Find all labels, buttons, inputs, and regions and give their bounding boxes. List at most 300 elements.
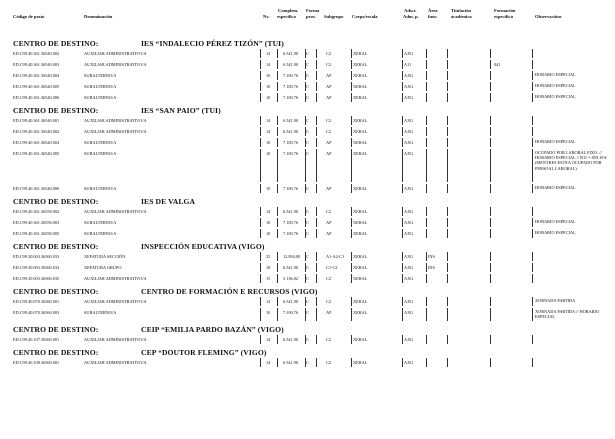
header-observacions: Observacións <box>535 14 562 19</box>
column-divider <box>426 93 427 102</box>
provision-form: C <box>306 118 309 123</box>
column-divider <box>490 149 491 182</box>
observations: HORARIO ESPECIAL <box>535 185 576 190</box>
header-adscricion-2: Adm. p. <box>403 14 419 19</box>
specific-complement: 7.100,76 <box>283 95 299 100</box>
column-divider <box>447 149 448 182</box>
table-row <box>0 126 615 137</box>
column-divider <box>490 116 491 125</box>
column-divider <box>402 149 403 182</box>
column-divider <box>447 60 448 69</box>
destination-name: INSPECCIÓN EDUCATIVA (VIGO) <box>141 242 265 251</box>
column-divider <box>277 335 278 344</box>
position-level: 10 <box>266 84 271 89</box>
corps-scale: XERAL <box>353 62 368 67</box>
specific-complement: 5.136,02 <box>283 276 299 281</box>
header-adscricion-1: Adscr. <box>404 8 417 13</box>
column-divider <box>316 335 317 344</box>
column-divider <box>260 218 261 227</box>
column-divider <box>490 93 491 102</box>
provision-form: C <box>306 62 309 67</box>
provision-form: C <box>306 310 309 315</box>
administration-assignment: AXG <box>404 254 414 259</box>
column-divider <box>426 308 427 321</box>
column-divider <box>260 138 261 147</box>
header-formacion-1: Formación <box>494 8 516 13</box>
column-divider <box>426 184 427 193</box>
administration-assignment: AXG <box>404 84 414 89</box>
table-row <box>0 92 615 103</box>
column-divider <box>351 138 352 147</box>
column-divider <box>532 149 533 182</box>
position-name: AUXILIAR ADMINISTRATIVO/A <box>84 62 147 67</box>
column-divider <box>316 49 317 58</box>
subgroup: AP <box>326 231 332 236</box>
destination-center-heading <box>0 284 615 296</box>
column-divider <box>402 93 403 102</box>
position-level: 14 <box>266 62 271 67</box>
subgroup: A1-A2-C1 <box>326 254 345 259</box>
position-code: ED.C99.40.070.36560.001 <box>13 299 60 304</box>
column-divider <box>351 335 352 344</box>
column-divider <box>490 184 491 193</box>
administration-assignment: AXG <box>404 265 414 270</box>
specific-complement: 7.100,76 <box>283 73 299 78</box>
position-name: SUBALTERNO/A <box>84 310 117 315</box>
column-divider <box>532 116 533 125</box>
header-forma-1: Forma <box>306 8 320 13</box>
column-divider <box>426 127 427 136</box>
column-divider <box>277 116 278 125</box>
header-titulacion-1: Titulación <box>451 8 472 13</box>
column-divider <box>277 60 278 69</box>
column-divider <box>277 308 278 321</box>
column-divider <box>447 82 448 91</box>
column-divider <box>490 127 491 136</box>
column-divider <box>426 82 427 91</box>
functional-area: INS <box>428 254 435 259</box>
position-level: 10 <box>266 140 271 145</box>
column-divider <box>351 308 352 321</box>
subgroup: C2 <box>326 276 332 281</box>
column-divider <box>402 82 403 91</box>
provision-form: C <box>306 129 309 134</box>
column-divider <box>351 358 352 367</box>
table-row <box>0 81 615 92</box>
corps-scale: XERAL <box>353 51 368 56</box>
corps-scale: XERAL <box>353 337 368 342</box>
column-divider <box>490 82 491 91</box>
column-divider <box>402 127 403 136</box>
destination-label: CENTRO DE DESTINO: <box>13 106 99 115</box>
column-divider <box>402 229 403 238</box>
column-divider <box>402 218 403 227</box>
column-divider <box>277 71 278 80</box>
provision-form: C <box>306 220 309 225</box>
position-level: 10 <box>266 310 271 315</box>
column-divider <box>426 218 427 227</box>
table-row <box>0 217 615 228</box>
column-divider <box>532 218 533 227</box>
table-row <box>0 251 615 262</box>
column-divider <box>532 263 533 272</box>
header-formacion-2: específica <box>494 14 513 19</box>
observations: XORNADA PARTIDA <box>535 298 576 303</box>
position-name: SUBALTERNO/A <box>84 84 117 89</box>
position-level: 14 <box>266 299 271 304</box>
administration-assignment: AXG <box>404 310 414 315</box>
provision-form: C <box>306 360 309 365</box>
column-divider <box>351 218 352 227</box>
position-name: XEFATURA GRUPO <box>84 265 122 270</box>
column-divider <box>447 308 448 321</box>
column-divider <box>447 297 448 306</box>
table-row <box>0 334 615 345</box>
column-divider <box>351 49 352 58</box>
corps-scale: XERAL <box>353 84 368 89</box>
corps-scale: XERAL <box>353 151 368 156</box>
column-divider <box>260 358 261 367</box>
column-divider <box>260 127 261 136</box>
column-divider <box>260 149 261 182</box>
position-name: AUXILIAR ADMINISTRATIVO/A <box>84 360 147 365</box>
column-divider <box>351 274 352 283</box>
provision-form: C <box>306 276 309 281</box>
administration-assignment: AXG <box>404 51 414 56</box>
column-divider <box>260 49 261 58</box>
corps-scale: XERAL <box>353 140 368 145</box>
specific-complement: 7.100,76 <box>283 220 299 225</box>
position-code: ED.C99.40.361.36540.002 <box>13 129 60 134</box>
specific-complement: 6.541,90 <box>283 360 299 365</box>
header-nivel: Nv. <box>263 14 270 19</box>
position-name: AUXILIAR ADMINISTRATIVO/A <box>84 299 147 304</box>
destination-label: CENTRO DE DESTINO: <box>13 348 99 357</box>
corps-scale: XERAL <box>353 265 368 270</box>
column-divider <box>277 82 278 91</box>
destination-name: CEIP “EMILIA PARDO BAZÁN” (VIGO) <box>141 325 284 334</box>
specific-complement: 6.541,90 <box>283 265 299 270</box>
position-name: AUXILIAR ADMINISTRATIVO/A <box>84 118 147 123</box>
administration-assignment: A11 <box>404 62 412 67</box>
column-divider <box>260 335 261 344</box>
column-divider <box>447 184 448 193</box>
column-divider <box>532 60 533 69</box>
column-divider <box>447 127 448 136</box>
position-name: SUBALTERNO/A <box>84 95 117 100</box>
position-level: 10 <box>266 220 271 225</box>
table-row <box>0 262 615 273</box>
specific-complement: 7.100,76 <box>283 140 299 145</box>
observations: HORARIO ESPECIAL <box>535 219 576 224</box>
subgroup: AP <box>326 73 332 78</box>
provision-form: C <box>306 209 309 214</box>
header-subgrupo: Subgrupo <box>324 14 344 19</box>
position-code: ED.C99.40.361.36558.003 <box>13 220 60 225</box>
column-divider <box>426 229 427 238</box>
column-divider <box>490 218 491 227</box>
corps-scale: XERAL <box>353 209 368 214</box>
corps-scale: XERAL <box>353 310 368 315</box>
column-divider <box>316 297 317 306</box>
specific-complement: 6.541,90 <box>283 337 299 342</box>
column-divider <box>260 71 261 80</box>
position-code: ED.C99.40.361.36558.005 <box>13 231 60 236</box>
column-divider <box>532 274 533 283</box>
column-divider <box>490 71 491 80</box>
administration-assignment: AXG <box>404 299 414 304</box>
specific-complement: 6.541,90 <box>283 118 299 123</box>
destination-label: CENTRO DE DESTINO: <box>13 242 99 251</box>
column-divider <box>447 358 448 367</box>
table-row <box>0 59 615 70</box>
subgroup: AP <box>326 140 332 145</box>
column-divider <box>316 358 317 367</box>
column-divider <box>316 263 317 272</box>
header-denominacion: Denominación <box>84 14 113 19</box>
column-divider <box>447 93 448 102</box>
administration-assignment: AXG <box>404 73 414 78</box>
position-name: AUXILIAR ADMINISTRATIVO/A <box>84 51 147 56</box>
specific-complement: 7.100,76 <box>283 186 299 191</box>
administration-assignment: AXG <box>404 231 414 236</box>
column-divider <box>316 127 317 136</box>
destination-center-heading <box>0 36 615 48</box>
column-divider <box>532 71 533 80</box>
column-divider <box>490 358 491 367</box>
destination-center-heading <box>0 103 615 115</box>
corps-scale: XERAL <box>353 276 368 281</box>
destination-label: CENTRO DE DESTINO: <box>13 287 99 296</box>
column-divider <box>351 71 352 80</box>
column-divider <box>277 297 278 306</box>
column-divider <box>260 184 261 193</box>
column-divider <box>402 71 403 80</box>
observations: HORARIO ESPECIAL <box>535 83 576 88</box>
header-forma-2: prov. <box>306 14 316 19</box>
administration-assignment: AXG <box>404 220 414 225</box>
position-code: ED.C99.40.107.36560.001 <box>13 337 60 342</box>
column-divider <box>316 82 317 91</box>
provision-form: C <box>306 73 309 78</box>
column-divider <box>402 297 403 306</box>
administration-assignment: AXG <box>404 186 414 191</box>
corps-scale: XERAL <box>353 186 368 191</box>
table-header <box>0 0 615 34</box>
position-code: ED.C99.30.003.36560.033 <box>13 254 60 259</box>
column-divider <box>351 82 352 91</box>
column-divider <box>351 60 352 69</box>
position-name: AUXILIAR ADMINISTRATIVO/A <box>84 129 147 134</box>
position-name: SUBALTERNO/A <box>84 151 117 156</box>
column-divider <box>277 127 278 136</box>
subgroup: C2 <box>326 337 332 342</box>
header-titulacion-2: académica <box>451 14 472 19</box>
column-divider <box>316 60 317 69</box>
column-divider <box>532 229 533 238</box>
column-divider <box>260 207 261 216</box>
subgroup: C2 <box>326 51 332 56</box>
provision-form: C <box>306 186 309 191</box>
destination-center-heading <box>0 345 615 357</box>
observations: HORARIO ESPECIAL <box>535 94 576 99</box>
column-divider <box>316 218 317 227</box>
position-level: 14 <box>266 118 271 123</box>
column-divider <box>532 207 533 216</box>
column-divider <box>351 93 352 102</box>
administration-assignment: AXG <box>404 276 414 281</box>
corps-scale: XERAL <box>353 118 368 123</box>
subgroup: C2 <box>326 209 332 214</box>
subgroup: AP <box>326 220 332 225</box>
provision-form: C <box>306 95 309 100</box>
table-row <box>0 228 615 239</box>
column-divider <box>277 49 278 58</box>
position-level: 10 <box>266 151 271 156</box>
column-divider <box>447 138 448 147</box>
administration-assignment: AXG <box>404 129 414 134</box>
position-code: ED.C99.40.361.36540.006 <box>13 95 60 100</box>
destination-label: CENTRO DE DESTINO: <box>13 325 99 334</box>
column-divider <box>402 116 403 125</box>
position-code: ED.C99.40.361.36540.003 <box>13 62 60 67</box>
table-row <box>0 137 615 148</box>
destination-center-heading <box>0 322 615 334</box>
position-level: 18 <box>266 265 271 270</box>
table-row <box>0 70 615 81</box>
position-name: AUXILIAR ADMINISTRATIVO/A <box>84 337 147 342</box>
column-divider <box>277 263 278 272</box>
position-level: 25 <box>266 254 271 259</box>
column-divider <box>426 116 427 125</box>
header-complemento-2: específico <box>277 14 296 19</box>
column-divider <box>277 218 278 227</box>
column-divider <box>351 149 352 182</box>
position-code: ED.C99.40.361.36558.002 <box>13 209 60 214</box>
specific-complement: 7.100,76 <box>283 84 299 89</box>
column-divider <box>260 263 261 272</box>
table-row <box>0 357 615 368</box>
header-area-1: Área <box>428 8 438 13</box>
column-divider <box>532 252 533 261</box>
column-divider <box>351 127 352 136</box>
position-code: ED.C99.40.361.36540.002 <box>13 51 60 56</box>
administration-assignment: AXG <box>404 209 414 214</box>
column-divider <box>532 297 533 306</box>
subgroup: AP <box>326 95 332 100</box>
column-divider <box>402 184 403 193</box>
position-level: 14 <box>266 51 271 56</box>
position-code: ED.C99.40.361.36540.006 <box>13 186 60 191</box>
header-complemento-1: Complem. <box>278 8 299 13</box>
position-name: SUBALTERNO/A <box>84 140 117 145</box>
column-divider <box>490 274 491 283</box>
column-divider <box>316 207 317 216</box>
column-divider <box>316 308 317 321</box>
column-divider <box>532 184 533 193</box>
positions-table <box>0 36 615 368</box>
column-divider <box>260 274 261 283</box>
column-divider <box>447 207 448 216</box>
column-divider <box>490 229 491 238</box>
position-name: AUXILIAR ADMINISTRATIVO/A <box>84 209 147 214</box>
specific-complement: 7.100,76 <box>283 310 299 315</box>
column-divider <box>532 358 533 367</box>
destination-center-heading <box>0 239 615 251</box>
column-divider <box>351 207 352 216</box>
destination-label: CENTRO DE DESTINO: <box>13 197 99 206</box>
column-divider <box>402 60 403 69</box>
observations: HORARIO ESPECIAL <box>535 139 576 144</box>
position-level: 14 <box>266 337 271 342</box>
column-divider <box>402 274 403 283</box>
position-level: 14 <box>266 129 271 134</box>
provision-form: C <box>306 151 309 156</box>
position-level: 10 <box>266 186 271 191</box>
column-divider <box>260 229 261 238</box>
column-divider <box>426 49 427 58</box>
destination-label: CENTRO DE DESTINO: <box>13 39 99 48</box>
corps-scale: XERAL <box>353 254 368 259</box>
column-divider <box>316 116 317 125</box>
destination-center-heading <box>0 194 615 206</box>
specific-complement: 6.541,90 <box>283 129 299 134</box>
column-divider <box>277 184 278 193</box>
position-name: AUXILIAR ADMINISTRATIVO/A <box>84 276 147 281</box>
column-divider <box>426 60 427 69</box>
specific-complement: 7.100,76 <box>283 231 299 236</box>
administration-assignment: AXG <box>404 337 414 342</box>
column-divider <box>260 308 261 321</box>
functional-area: INS <box>428 265 435 270</box>
column-divider <box>447 49 448 58</box>
subgroup: AP <box>326 84 332 89</box>
column-divider <box>426 274 427 283</box>
observations: OCUPADO POR LABORAL FIXO. // HORARIO ESPECIAL // B11 = 859,18 € (MENTRES ESTEA OCUPADO POR PERSOAL LABORAL). <box>535 150 607 171</box>
corps-scale: XERAL <box>353 360 368 365</box>
table-row <box>0 307 615 322</box>
column-divider <box>316 149 317 182</box>
column-divider <box>532 82 533 91</box>
observations: HORARIO ESPECIAL <box>535 230 576 235</box>
specific-complement: 12.894,00 <box>283 254 301 259</box>
administration-assignment: AXG <box>404 95 414 100</box>
column-divider <box>532 127 533 136</box>
column-divider <box>532 138 533 147</box>
column-divider <box>447 218 448 227</box>
column-divider <box>402 207 403 216</box>
column-divider <box>277 229 278 238</box>
column-divider <box>277 358 278 367</box>
column-divider <box>351 252 352 261</box>
column-divider <box>351 263 352 272</box>
column-divider <box>402 263 403 272</box>
position-code: ED.C99.30.003.36560.033 <box>13 265 60 270</box>
position-name: SUBALTERNO/A <box>84 73 117 78</box>
table-row <box>0 115 615 126</box>
destination-name: CEP “DOUTOR FLEMING” (VIGO) <box>141 348 267 357</box>
column-divider <box>426 297 427 306</box>
administration-assignment: AXG <box>404 140 414 145</box>
column-divider <box>277 138 278 147</box>
column-divider <box>402 138 403 147</box>
specific-training: 041 <box>494 62 501 67</box>
subgroup: C2 <box>326 299 332 304</box>
column-divider <box>260 93 261 102</box>
column-divider <box>402 358 403 367</box>
column-divider <box>490 138 491 147</box>
column-divider <box>447 71 448 80</box>
